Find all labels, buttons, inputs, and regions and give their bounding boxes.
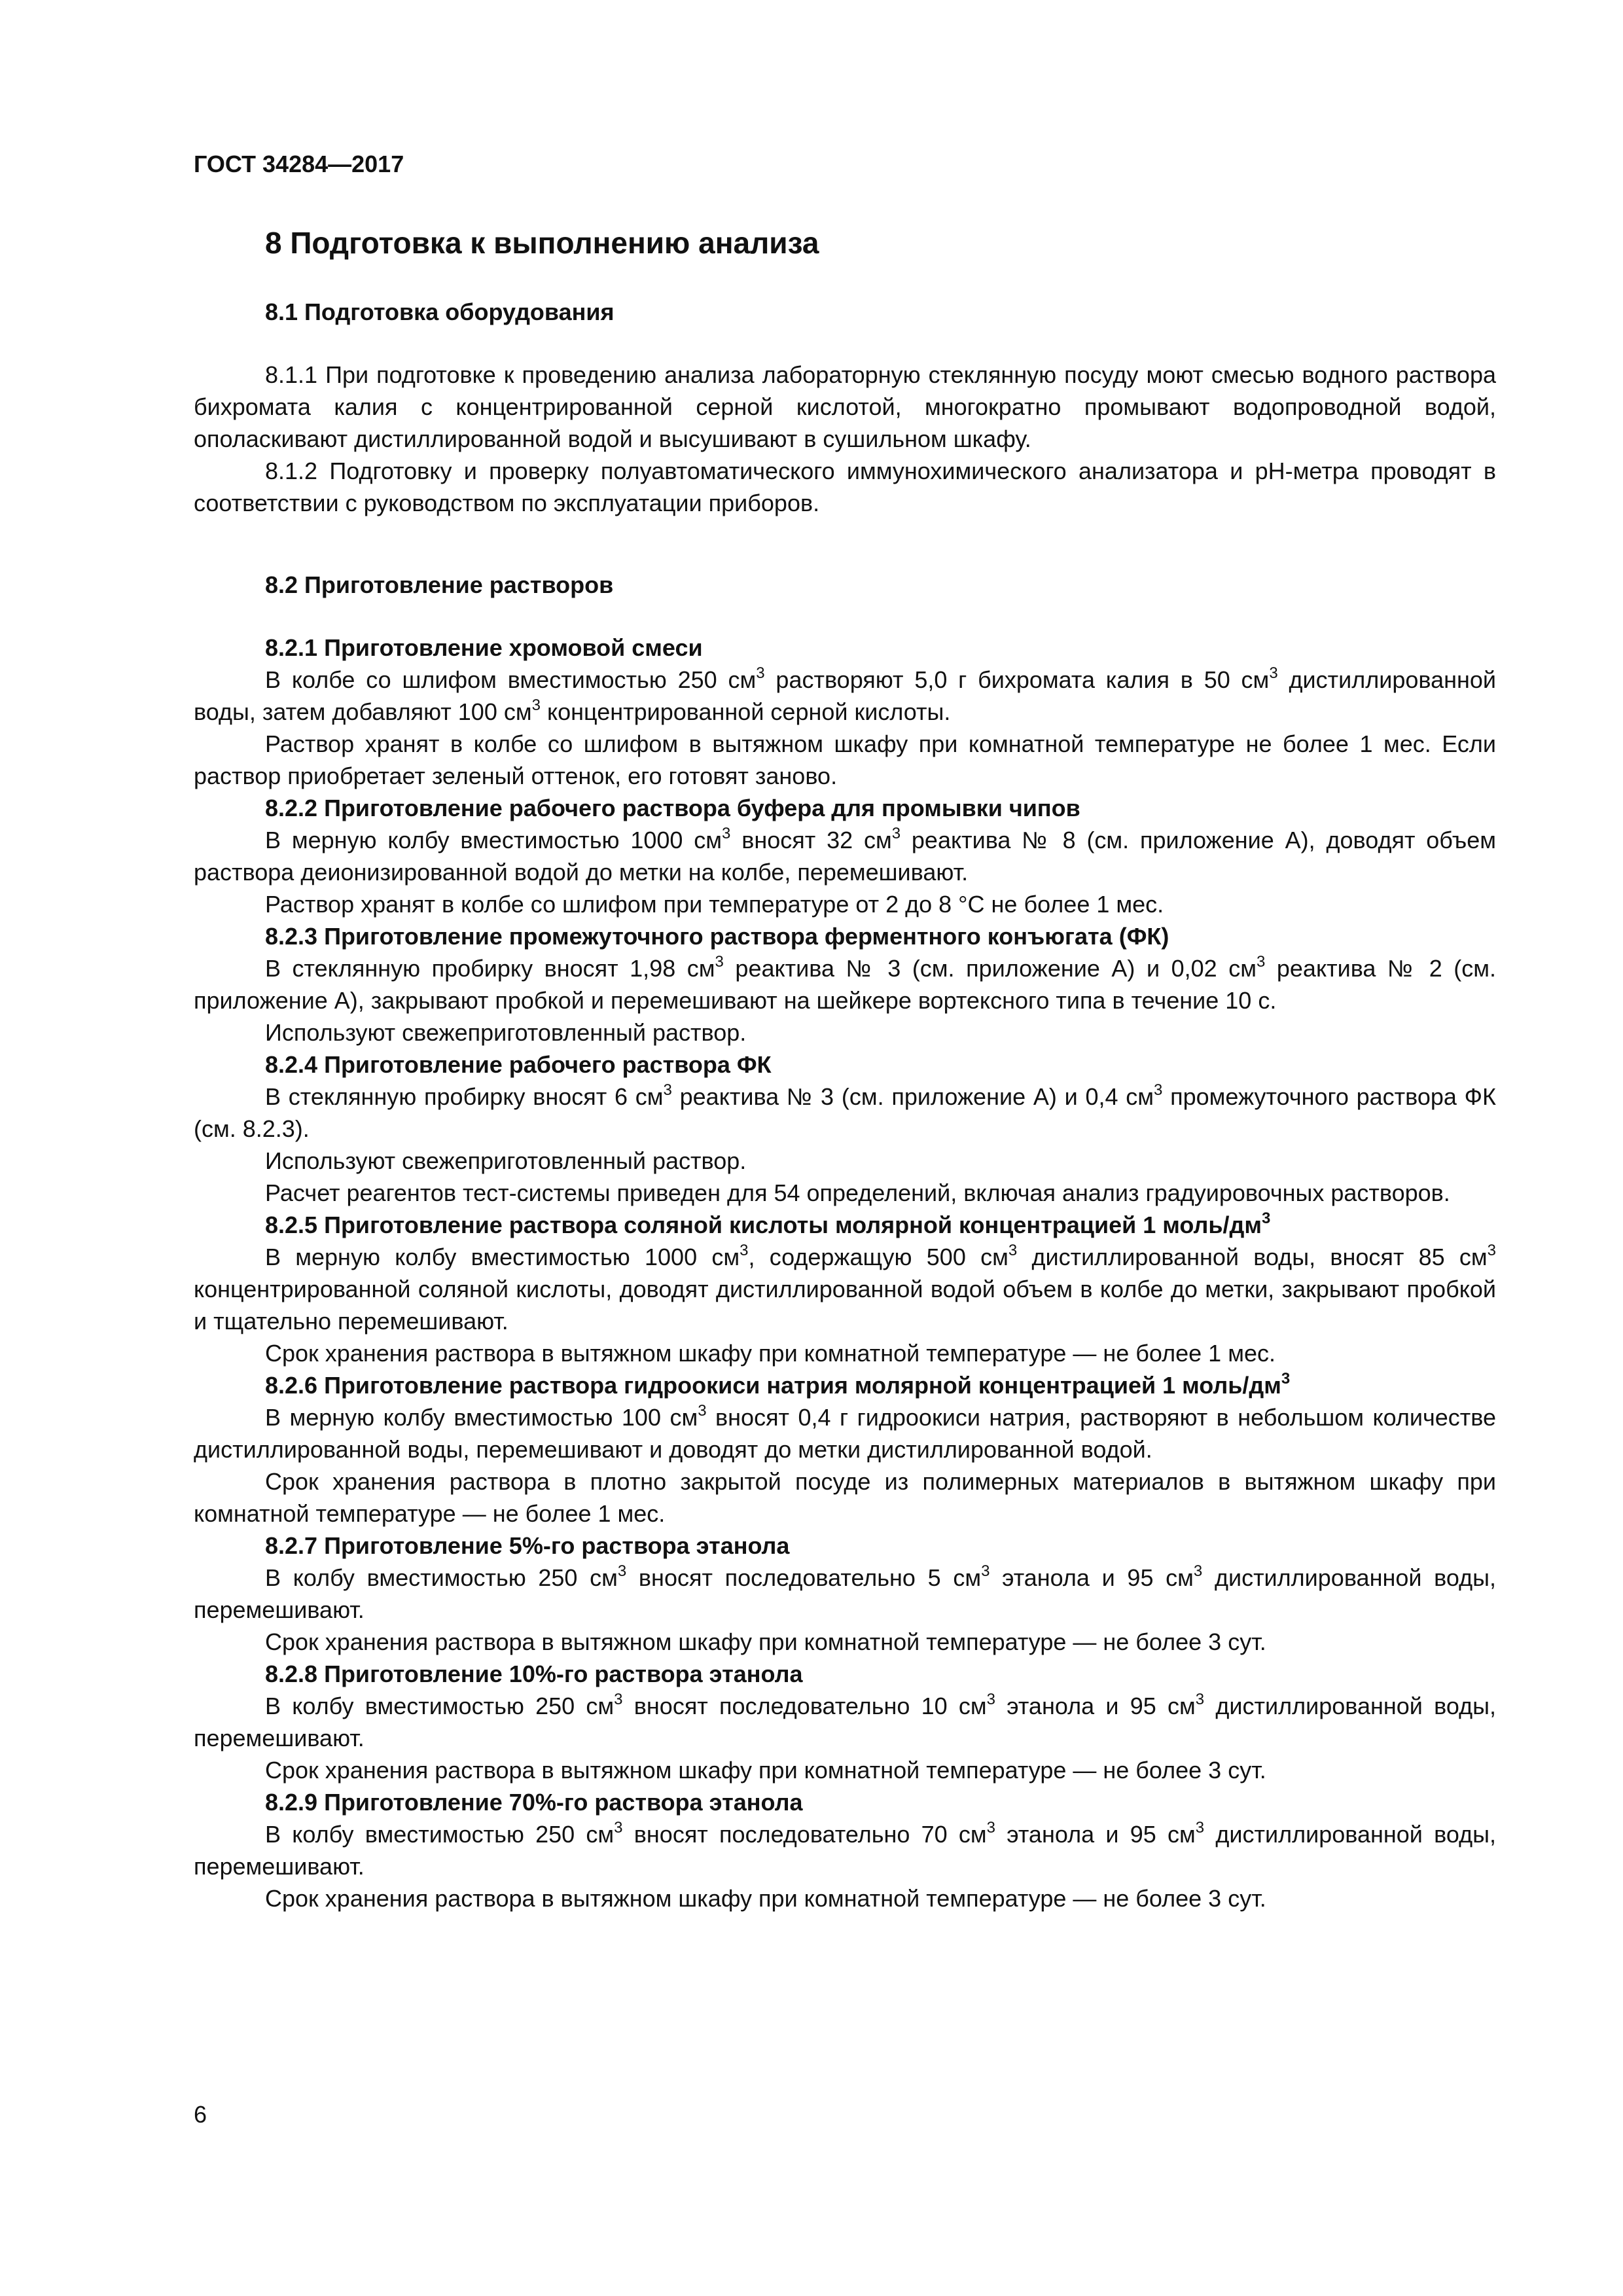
- superscript: 3: [614, 1691, 623, 1708]
- clause-title-8-2-4: 8.2.4 Приготовление рабочего раствора ФК: [265, 1051, 772, 1078]
- superscript: 3: [617, 1562, 627, 1580]
- superscript: 3: [1262, 1210, 1271, 1227]
- paragraph-8-2-3-b: Используют свежеприготовленный раствор.: [265, 1019, 747, 1046]
- paragraph-8-2-1-b: Раствор хранят в колбе со шлифом в вытяжном шкафу при комнатной температуре не более 1 мес. Если раствор приобретает зеленый оттенок, его готовят заново.: [194, 730, 1496, 789]
- section-title: 8 Подготовка к выполнению анализа: [265, 226, 819, 260]
- superscript: 3: [531, 696, 541, 714]
- superscript: 3: [1008, 1242, 1018, 1259]
- superscript: 3: [986, 1691, 996, 1708]
- paragraph-8-2-4-b: Используют свежеприготовленный раствор.: [265, 1147, 747, 1174]
- superscript: 3: [1195, 1691, 1205, 1708]
- paragraph-8-2-2-b: Раствор хранят в колбе со шлифом при температуре от 2 до 8 °С не более 1 мес.: [265, 891, 1164, 918]
- paragraph-8-2-3-a: В стеклянную пробирку вносят 1,98 $см^3$ реактива № 3 (см. приложение А) и 0,02 $см^3$ реактива № 2 (см. приложение А), закрывают пробкой и перемешивают на шейкере вортексного типа в течение 10 с.: [194, 953, 1497, 1014]
- clause-title-8-2-3: 8.2.3 Приготовление промежуточного раствора ферментного конъюгата (ФК): [265, 923, 1169, 950]
- subsection-title-8-1: 8.1 Подготовка оборудования: [265, 298, 615, 325]
- superscript: 3: [1256, 953, 1266, 971]
- paragraph-8-2-6-a: В мерную колбу вместимостью 100 $см^3$ вносят 0,4 г гидроокиси натрия, растворяют в небольшом количестве дистиллированной воды, перемешивают и доводят до метки дистиллированной водой.: [194, 1402, 1496, 1463]
- clause-title-8-2-2: 8.2.2 Приготовление рабочего раствора буфера для промывки чипов: [265, 795, 1080, 821]
- paragraph-8-2-7-a: В колбу вместимостью 250 $см^3$ вносят последовательно 5 $см^3$ этанола и 95 $см^3$ дистиллированной воды, перемешивают.: [194, 1562, 1496, 1623]
- superscript: 3: [1193, 1562, 1203, 1580]
- clause-title-8-2-1: 8.2.1 Приготовление хромовой смеси: [265, 634, 703, 661]
- paragraph-8-2-9-b: Срок хранения раствора в вытяжном шкафу при комнатной температуре — не более 3 сут.: [265, 1885, 1266, 1912]
- paragraph-8-2-6-b: Срок хранения раствора в плотно закрытой посуде из полимерных материалов в вытяжном шкафу при комнатной температуре — не более 1 мес.: [194, 1468, 1496, 1527]
- superscript: 3: [1195, 1819, 1205, 1837]
- paragraph-8-2-8-b: Срок хранения раствора в вытяжном шкафу при комнатной температуре — не более 3 сут.: [265, 1757, 1266, 1784]
- superscript: 3: [1281, 1370, 1291, 1388]
- paragraph-8-1-1: 8.1.1 При подготовке к проведению анализа лабораторную стеклянную посуду моют смесью водного раствора бихромата калия с концентрированной серной кислотой, многократно промывают водопроводной водой, ополаскивают дистиллированной водой и высушивают в сушильном шкафу.: [194, 361, 1496, 452]
- superscript: 3: [614, 1819, 623, 1837]
- paragraph-8-2-1-a: В колбе со шлифом вместимостью 250 $см^3$ растворяют 5,0 г бихромата калия в 50 $см^3$ дистиллированной воды, затем добавляют 100 $см^3$ концентрированной серной кислоты.: [194, 664, 1496, 725]
- paragraph-8-2-4-a: В стеклянную пробирку вносят 6 $см^3$ реактива № 3 (см. приложение А) и 0,4 $см^3$ промежуточного раствора ФК (см. 8.2.3).: [194, 1081, 1496, 1142]
- superscript: 3: [722, 825, 731, 842]
- superscript: 3: [715, 953, 724, 971]
- document-page: [194, 151, 1496, 1914]
- paragraph-8-2-8-a: В колбу вместимостью 250 $см^3$ вносят последовательно 10 $см^3$ этанола и 95 $см^3$ дистиллированной воды, перемешивают.: [194, 1691, 1496, 1751]
- clause-title-8-2-5: 8.2.5 Приготовление раствора соляной кислоты молярной концентрацией 1 моль/$дм^3$: [265, 1210, 1271, 1238]
- clause-title-8-2-6: 8.2.6 Приготовление раствора гидроокиси натрия молярной концентрацией 1 моль/$дм^3$: [265, 1370, 1291, 1399]
- superscript: 3: [756, 664, 765, 682]
- superscript: 3: [740, 1242, 749, 1259]
- paragraph-8-2-7-b: Срок хранения раствора в вытяжном шкафу при комнатной температуре — не более 3 сут.: [265, 1628, 1266, 1655]
- paragraph-8-2-9-a: В колбу вместимостью 250 $см^3$ вносят последовательно 70 $см^3$ этанола и 95 $см^3$ дистиллированной воды, перемешивают.: [194, 1819, 1496, 1880]
- superscript: 3: [698, 1402, 707, 1420]
- clause-title-8-2-9: 8.2.9 Приготовление 70%-го раствора этанола: [265, 1789, 803, 1816]
- clause-title-8-2-7: 8.2.7 Приготовление 5%-го раствора этанола: [265, 1532, 790, 1559]
- document-header: ГОСТ 34284—2017: [194, 151, 404, 177]
- page-number: 6: [194, 2101, 207, 2128]
- superscript: 3: [981, 1562, 990, 1580]
- superscript: 3: [891, 825, 901, 842]
- clause-title-8-2-8: 8.2.8 Приготовление 10%-го раствора этанола: [265, 1660, 803, 1687]
- superscript: 3: [1487, 1242, 1496, 1259]
- paragraph-8-2-5-b: Срок хранения раствора в вытяжном шкафу при комнатной температуре — не более 1 мес.: [265, 1340, 1275, 1367]
- paragraph-8-2-5-a: В мерную колбу вместимостью 1000 $см^3$, содержащую 500 $см^3$ дистиллированной воды, вносят 85 $см^3$ концентрированной соляной кислоты, доводят дистиллированной водой объем в колбе до метки, закрывают пробкой и тщательно перемешивают.: [194, 1242, 1496, 1335]
- subsection-title-8-2: 8.2 Приготовление растворов: [265, 571, 614, 598]
- superscript: 3: [1269, 664, 1278, 682]
- paragraph-8-1-2: 8.1.2 Подготовку и проверку полуавтоматического иммунохимического анализатора и рН-метра проводят в соответствии с руководством по эксплуатации приборов.: [194, 457, 1496, 516]
- superscript: 3: [1154, 1081, 1163, 1099]
- superscript: 3: [663, 1081, 672, 1099]
- paragraph-8-2-4-c: Расчет реагентов тест-системы приведен для 54 определений, включая анализ градуировочных растворов.: [265, 1179, 1450, 1206]
- superscript: 3: [986, 1819, 996, 1837]
- paragraph-8-2-2-a: В мерную колбу вместимостью 1000 $см^3$ вносят 32 $см^3$ реактива № 8 (см. приложение А), доводят объем раствора деионизированной водой до метки на колбе, перемешивают.: [194, 825, 1496, 886]
